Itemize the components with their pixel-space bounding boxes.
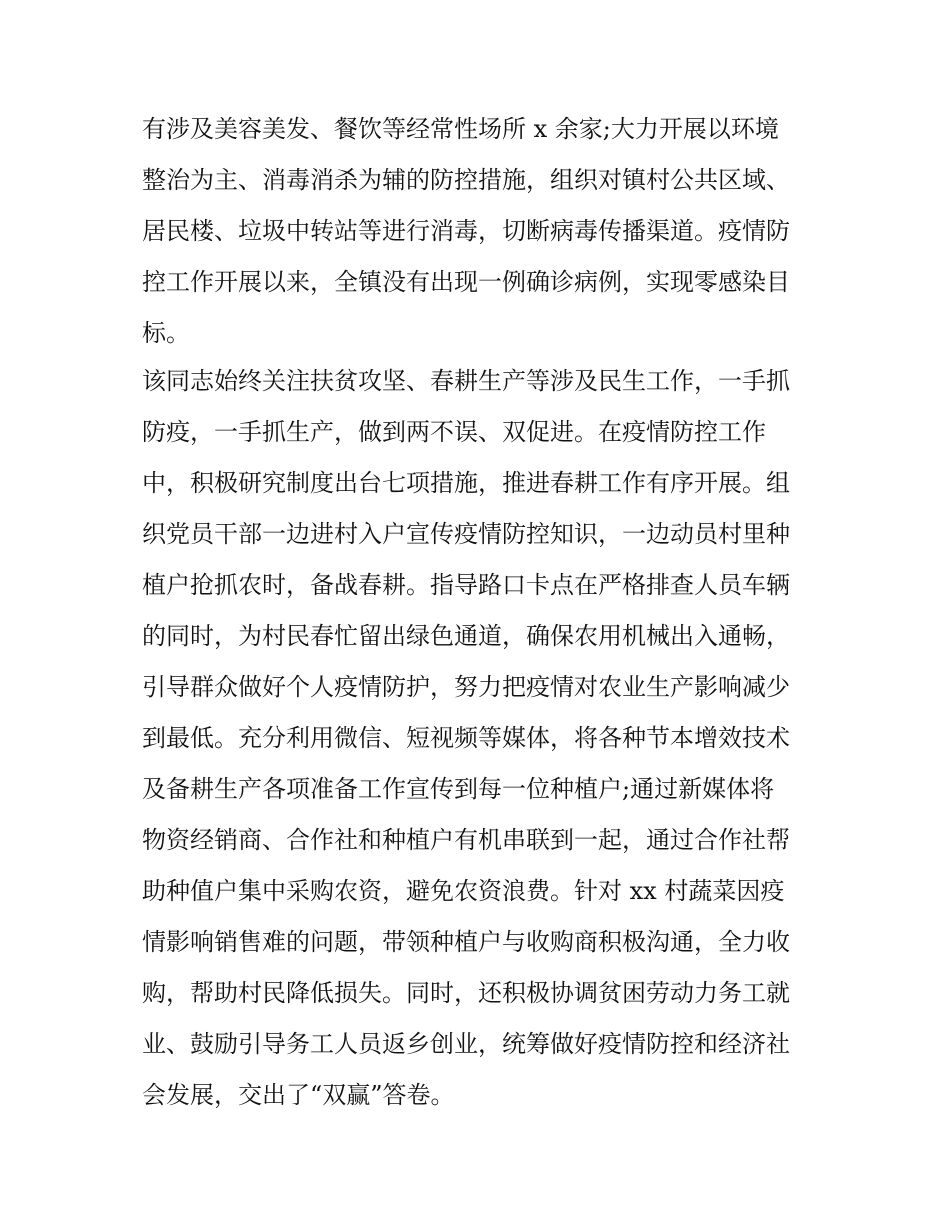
paragraph-2-line-3: 中，积极研究制度出台七项措施，推进春耕工作有序开展。组 bbox=[142, 469, 790, 497]
paragraph-1-line-2: 整治为主、消毒消杀为辅的防控措施，组织对镇村公共区域、 bbox=[142, 166, 790, 194]
paragraph-2-line-2: 防疫，一手抓生产，做到两不误、双促进。在疫情防控工作 bbox=[142, 418, 766, 446]
paragraph-1-line-5: 标。 bbox=[142, 319, 190, 347]
paragraph-1-line-1: 有涉及美容美发、餐饮等经常性场所 x 余家;大力开展以环境 bbox=[142, 115, 779, 143]
paragraph-2-line-4: 织党员干部一边进村入户宣传疫情防控知识，一边动员村里种 bbox=[142, 520, 790, 548]
paragraph-2-line-10: 物资经销商、合作社和种植户有机串联到一起，通过合作社帮 bbox=[142, 826, 790, 854]
paragraph-2-line-1: 该同志始终关注扶贫攻坚、春耕生产等涉及民生工作，一手抓 bbox=[142, 367, 790, 395]
paragraph-2-line-8: 到最低。充分利用微信、短视频等媒体，将各种节本增效技术 bbox=[142, 724, 790, 752]
paragraph-2-line-12: 情影响销售难的问题，带领种植户与收购商积极沟通，全力收 bbox=[142, 928, 790, 956]
paragraph-2-line-5: 植户抢抓农时，备战春耕。指导路口卡点在严格排查人员车辆 bbox=[142, 571, 790, 599]
paragraph-2-line-9: 及备耕生产各项准备工作宣传到每一位种植户;通过新媒体将 bbox=[142, 775, 775, 803]
paragraph-2-line-13: 购，帮助村民降低损失。同时，还积极协调贫困劳动力务工就 bbox=[142, 979, 790, 1007]
paragraph-2-line-14: 业、鼓励引导务工人员返乡创业，统筹做好疫情防控和经济社 bbox=[142, 1030, 790, 1058]
paragraph-1-line-3: 居民楼、垃圾中转站等进行消毒，切断病毒传播渠道。疫情防 bbox=[142, 217, 790, 245]
paragraph-2-line-15: 会发展，交出了“双赢”答卷。 bbox=[142, 1081, 455, 1109]
paragraph-2-line-11: 助种值户集中采购农资，避免农资浪费。针对 xx 村蔬菜因疫 bbox=[142, 877, 785, 905]
paragraph-1-line-4: 控工作开展以来，全镇没有出现一例确诊病例，实现零感染目 bbox=[142, 268, 790, 296]
paragraph-2-line-7: 引导群众做好个人疫情防护，努力把疫情对农业生产影响减少 bbox=[142, 673, 790, 701]
paragraph-2-line-6: 的同时，为村民春忙留出绿色通道，确保农用机械出入通畅， bbox=[142, 622, 790, 650]
